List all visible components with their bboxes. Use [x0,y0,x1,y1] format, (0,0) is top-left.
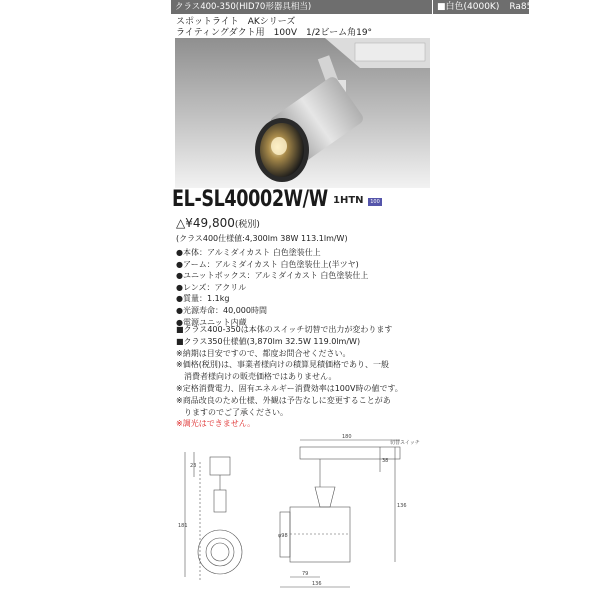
spec-list [176,247,368,328]
price-value: △¥49,800 [176,216,235,230]
spec-item: ●アーム：アルミダイカスト 白色塗装仕上(半ツヤ) [176,259,359,269]
note-item-dimming: ※調光はできません。 [176,419,256,429]
dimension-drawing [170,432,435,592]
dim-181: 181 [178,523,188,529]
product-photo [175,38,430,188]
spec-item: ●質量：1.1kg [176,294,230,304]
class400-spec: (クラス400仕様値:4,300lm 38W 113.1lm/W) [176,234,348,243]
note-item: ■クラス400-350は本体のスイッチ切替で出力が変わります [176,325,393,334]
note-item: 消費者様向けの販売価格ではありません。 [176,372,337,382]
dim-180: 180 [342,434,352,440]
class-header [171,0,432,14]
note-item: ※価格(税別)は、事業者様向けの積算見積価格であり、一般 [176,360,389,370]
dim-38: 38 [382,458,389,464]
voltage-badge: 100 [368,198,382,206]
color-header [433,0,533,14]
note-item: ■クラス350仕様値(3,870lm 32.5W 119.0lm/W) [176,336,361,346]
spec-item: ●光源寿命：40,000時間 [176,305,267,315]
note-item: りますのでご了承ください。 [176,407,288,417]
price [176,216,260,230]
series-line-1: スポットライト AKシリーズ [176,17,296,27]
note-item: ※定格消費電力、固有エネルギー消費効率は100V時の値です。 [176,383,403,393]
price-tax-label: (税別) [234,220,260,230]
model-suffix: 1HTN [333,195,364,206]
dim-136-horizontal: 136 [312,581,322,587]
dim-79: 79 [302,571,309,577]
model-number: EL-SL40002W/W [172,187,328,212]
color-label: ■白色(4000K) [437,2,500,12]
class-label: クラス400-350(HID70形器具相当) [175,2,312,12]
dim-phi98: φ98 [278,533,288,539]
series-description [176,17,372,39]
spec-item: ●レンズ：アクリル [176,282,247,292]
spec-item: ●本体：アルミダイカスト 白色塗装仕上 [176,248,321,257]
series-line-2: ライティングダクト用 100V 1/2ビーム角19° [176,28,373,38]
dim-23: 23 [190,463,197,469]
spec-item: ●ユニットボックス：アルミダイカスト 白色塗装仕上 [176,271,369,281]
dim-136-vertical: 136 [397,503,407,509]
ra-label: Ra85 [509,2,533,12]
note-item: ※商品改良のため仕様、外観は予告なしに変更することがあ [176,395,391,405]
spec-item: ●電源ユニット内蔵 [176,317,247,327]
notes-list [176,324,436,430]
dim-switch-label: 切替スイッチ [390,440,420,446]
note-item: ※納期は目安ですので、都度お問合せください。 [176,348,351,358]
